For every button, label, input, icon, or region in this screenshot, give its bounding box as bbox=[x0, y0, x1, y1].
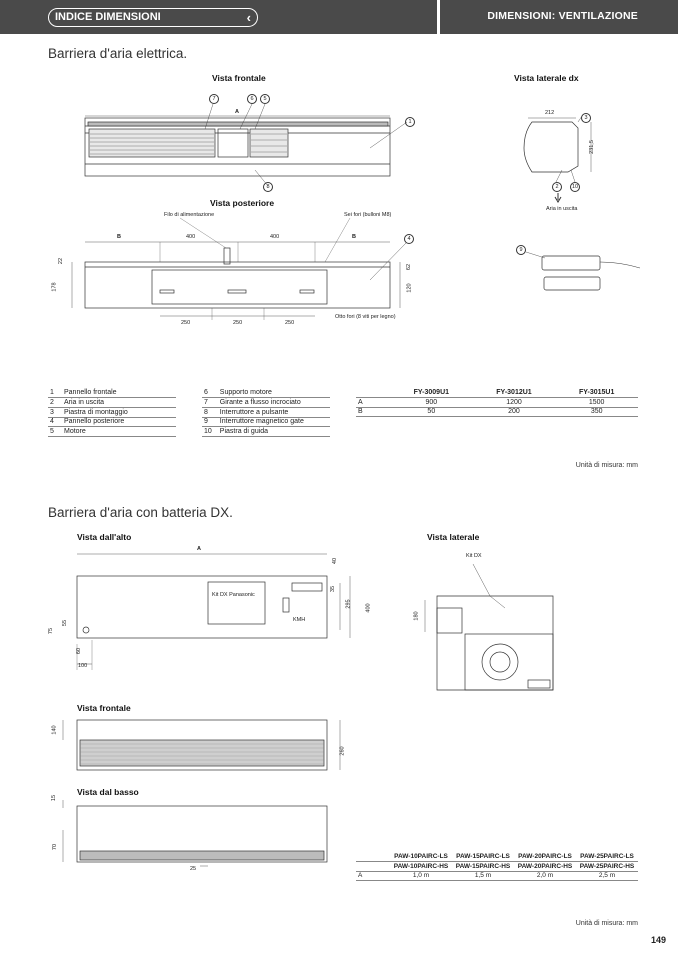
callout-9: 9 bbox=[516, 245, 526, 255]
table-cell: 1500 bbox=[555, 398, 638, 408]
dim-250-c: 250 bbox=[285, 320, 295, 326]
dim-15: 15 bbox=[51, 794, 58, 802]
dim-180: 180 bbox=[413, 611, 420, 621]
legend-number: 8 bbox=[202, 407, 216, 417]
table-corner bbox=[356, 388, 390, 398]
top-view-label: Vista dall'alto bbox=[77, 532, 132, 542]
callout-8: 8 bbox=[263, 182, 273, 192]
section2-title: Barriera d'aria con batteria DX. bbox=[48, 505, 233, 520]
table-header-row bbox=[356, 862, 638, 872]
dim-60: 60 bbox=[76, 647, 83, 655]
legend-text: Piastra di guida bbox=[216, 427, 330, 437]
row-key: B bbox=[356, 407, 390, 417]
model-header: FY-3015U1 bbox=[555, 388, 638, 398]
model-header: FY-3009U1 bbox=[390, 388, 473, 398]
legend-number: 10 bbox=[202, 427, 216, 437]
legend-number: 2 bbox=[48, 398, 60, 408]
row-key: A bbox=[356, 871, 390, 881]
table-cell: 1,0 m bbox=[390, 871, 452, 881]
callout-4: 4 bbox=[404, 234, 414, 244]
dims-table-1 bbox=[356, 388, 638, 417]
dim-a-top: A bbox=[197, 546, 201, 552]
dim-35: 35 bbox=[330, 585, 337, 593]
section-heading: DIMENSIONI: VENTILAZIONE bbox=[487, 10, 638, 22]
legend-row bbox=[48, 398, 176, 408]
model-header: PAW-20PAIRC-LS bbox=[514, 852, 576, 862]
front-view-label: Vista frontale bbox=[212, 73, 266, 83]
dim-400-a: 400 bbox=[186, 234, 196, 240]
unit-note-2: Unità di misura: mm bbox=[575, 920, 638, 927]
legend-text: Pannello posteriore bbox=[60, 417, 176, 427]
model-header: PAW-15PAIRC-LS bbox=[452, 852, 514, 862]
rear-view-label: Vista posteriore bbox=[210, 198, 275, 208]
table-row bbox=[356, 871, 638, 881]
dim-55: 55 bbox=[62, 619, 69, 627]
dim-400-dx: 400 bbox=[365, 603, 372, 613]
bottom-view-label: Vista dal basso bbox=[77, 787, 139, 797]
mb-holes-label: Sei fori (bulloni M8) bbox=[344, 212, 392, 218]
model-header: PAW-10PAIRC-LS bbox=[390, 852, 452, 862]
side-view-label: Vista laterale dx bbox=[514, 73, 579, 83]
dim-260: 260 bbox=[339, 746, 346, 756]
section1-title: Barriera d'aria elettrica. bbox=[48, 46, 188, 61]
power-wire-label: Filo di alimentazione bbox=[164, 212, 215, 218]
rear-unit-body bbox=[85, 262, 390, 308]
top-view-body bbox=[77, 576, 327, 638]
legend-text: Piastra di montaggio bbox=[60, 407, 176, 417]
legend-row bbox=[48, 417, 176, 427]
legend-text: Pannello frontale bbox=[60, 388, 176, 398]
table-cell: 900 bbox=[390, 398, 473, 408]
dx-side-view-label: Vista laterale bbox=[427, 532, 480, 542]
dim-b-left: B bbox=[117, 234, 121, 240]
dim-212: 212 bbox=[545, 110, 555, 116]
callout-2: 2 bbox=[552, 182, 562, 192]
row-key: A bbox=[356, 398, 390, 408]
legend-text: Girante a flusso incrociato bbox=[216, 398, 330, 408]
dim-75: 75 bbox=[48, 627, 55, 635]
dim-22: 22 bbox=[58, 257, 65, 265]
legend-row bbox=[202, 398, 330, 408]
side-unit-body bbox=[524, 122, 578, 172]
side-dx-body bbox=[437, 596, 553, 690]
legend-text: Aria in uscita bbox=[60, 398, 176, 408]
legend-row bbox=[202, 417, 330, 427]
legend-number: 1 bbox=[48, 388, 60, 398]
legend-text: Interruttore a pulsante bbox=[216, 407, 330, 417]
dx-front-view-label: Vista frontale bbox=[77, 703, 131, 713]
callout-6: 6 bbox=[247, 94, 257, 104]
legend-number: 6 bbox=[202, 388, 216, 398]
model-header: FY-3012U1 bbox=[473, 388, 556, 398]
table-cell: 50 bbox=[390, 407, 473, 417]
index-dimensions-label: INDICE DIMENSIONI bbox=[55, 11, 161, 23]
table-corner bbox=[356, 852, 390, 862]
kit-dx-panasonic-label: Kit DX Panasonic bbox=[212, 592, 255, 598]
table-cell: 1200 bbox=[473, 398, 556, 408]
model-header: PAW-25PAIRC-HS bbox=[576, 862, 638, 872]
callout-3: 3 bbox=[581, 113, 591, 123]
legend-number: 4 bbox=[48, 417, 60, 427]
table-cell: 1,5 m bbox=[452, 871, 514, 881]
dims-table-2 bbox=[356, 852, 638, 881]
legend-row bbox=[48, 407, 176, 417]
dim-140: 140 bbox=[51, 725, 58, 735]
legend-number: 7 bbox=[202, 398, 216, 408]
legend-row bbox=[48, 427, 176, 437]
callout-5: 5 bbox=[260, 94, 270, 104]
dim-100: 100 bbox=[78, 663, 88, 669]
kit-dx-box bbox=[208, 582, 265, 624]
dim-25: 25 bbox=[190, 866, 197, 872]
table-cell: 350 bbox=[555, 407, 638, 417]
dim-178: 178 bbox=[51, 282, 58, 292]
callout-10: 10 bbox=[571, 184, 579, 190]
air-out-label: Aria in uscita bbox=[546, 206, 578, 212]
table-row bbox=[356, 407, 638, 417]
legend-row bbox=[202, 407, 330, 417]
dim-70: 70 bbox=[52, 843, 59, 851]
dim-62: 62 bbox=[406, 263, 413, 271]
dim-40: 40 bbox=[332, 557, 339, 565]
callout-7: 7 bbox=[209, 94, 219, 104]
legend-row bbox=[202, 388, 330, 398]
dim-b-right: B bbox=[352, 234, 356, 240]
model-header: PAW-15PAIRC-HS bbox=[452, 862, 514, 872]
legend-row bbox=[202, 427, 330, 437]
legend-text: Motore bbox=[60, 427, 176, 437]
legend-left bbox=[48, 388, 176, 437]
model-header: PAW-25PAIRC-LS bbox=[576, 852, 638, 862]
chevron-left-icon: ‹ bbox=[246, 10, 251, 25]
kvh-label: KMH bbox=[293, 617, 306, 623]
legend-number: 3 bbox=[48, 407, 60, 417]
legend-text: Supporto motore bbox=[216, 388, 330, 398]
dim-250-b: 250 bbox=[233, 320, 243, 326]
callout-1: 1 bbox=[405, 117, 415, 127]
table-header-row bbox=[356, 852, 638, 862]
dim-231: 231,5 bbox=[588, 140, 595, 154]
unit-note-1: Unità di misura: mm bbox=[575, 462, 638, 469]
page-number: 149 bbox=[650, 935, 666, 945]
dim-295: 295 bbox=[345, 599, 352, 609]
dim-120: 120 bbox=[406, 283, 413, 293]
dim-400-b: 400 bbox=[270, 234, 280, 240]
mount-holes-label: Otto fori (8 viti per legno) bbox=[335, 314, 396, 320]
legend-number: 5 bbox=[48, 427, 60, 437]
table-row bbox=[356, 398, 638, 408]
dim-a-front: A bbox=[235, 109, 239, 115]
model-header: PAW-20PAIRC-HS bbox=[514, 862, 576, 872]
table-cell: 200 bbox=[473, 407, 556, 417]
legend-text: Interruttore magnetico gate bbox=[216, 417, 330, 427]
magnetic-switch-b bbox=[544, 277, 600, 290]
table-cell: 2,5 m bbox=[576, 871, 638, 881]
legend-number: 9 bbox=[202, 417, 216, 427]
table-header-row bbox=[356, 388, 638, 398]
magnetic-switch-a bbox=[542, 256, 600, 270]
table-corner bbox=[356, 862, 390, 872]
legend-row bbox=[48, 388, 176, 398]
dim-250-a: 250 bbox=[181, 320, 191, 326]
legend-right bbox=[202, 388, 330, 437]
table-cell: 2,0 m bbox=[514, 871, 576, 881]
kit-dx-label: Kit DX bbox=[466, 553, 482, 559]
model-header: PAW-10PAIRC-HS bbox=[390, 862, 452, 872]
